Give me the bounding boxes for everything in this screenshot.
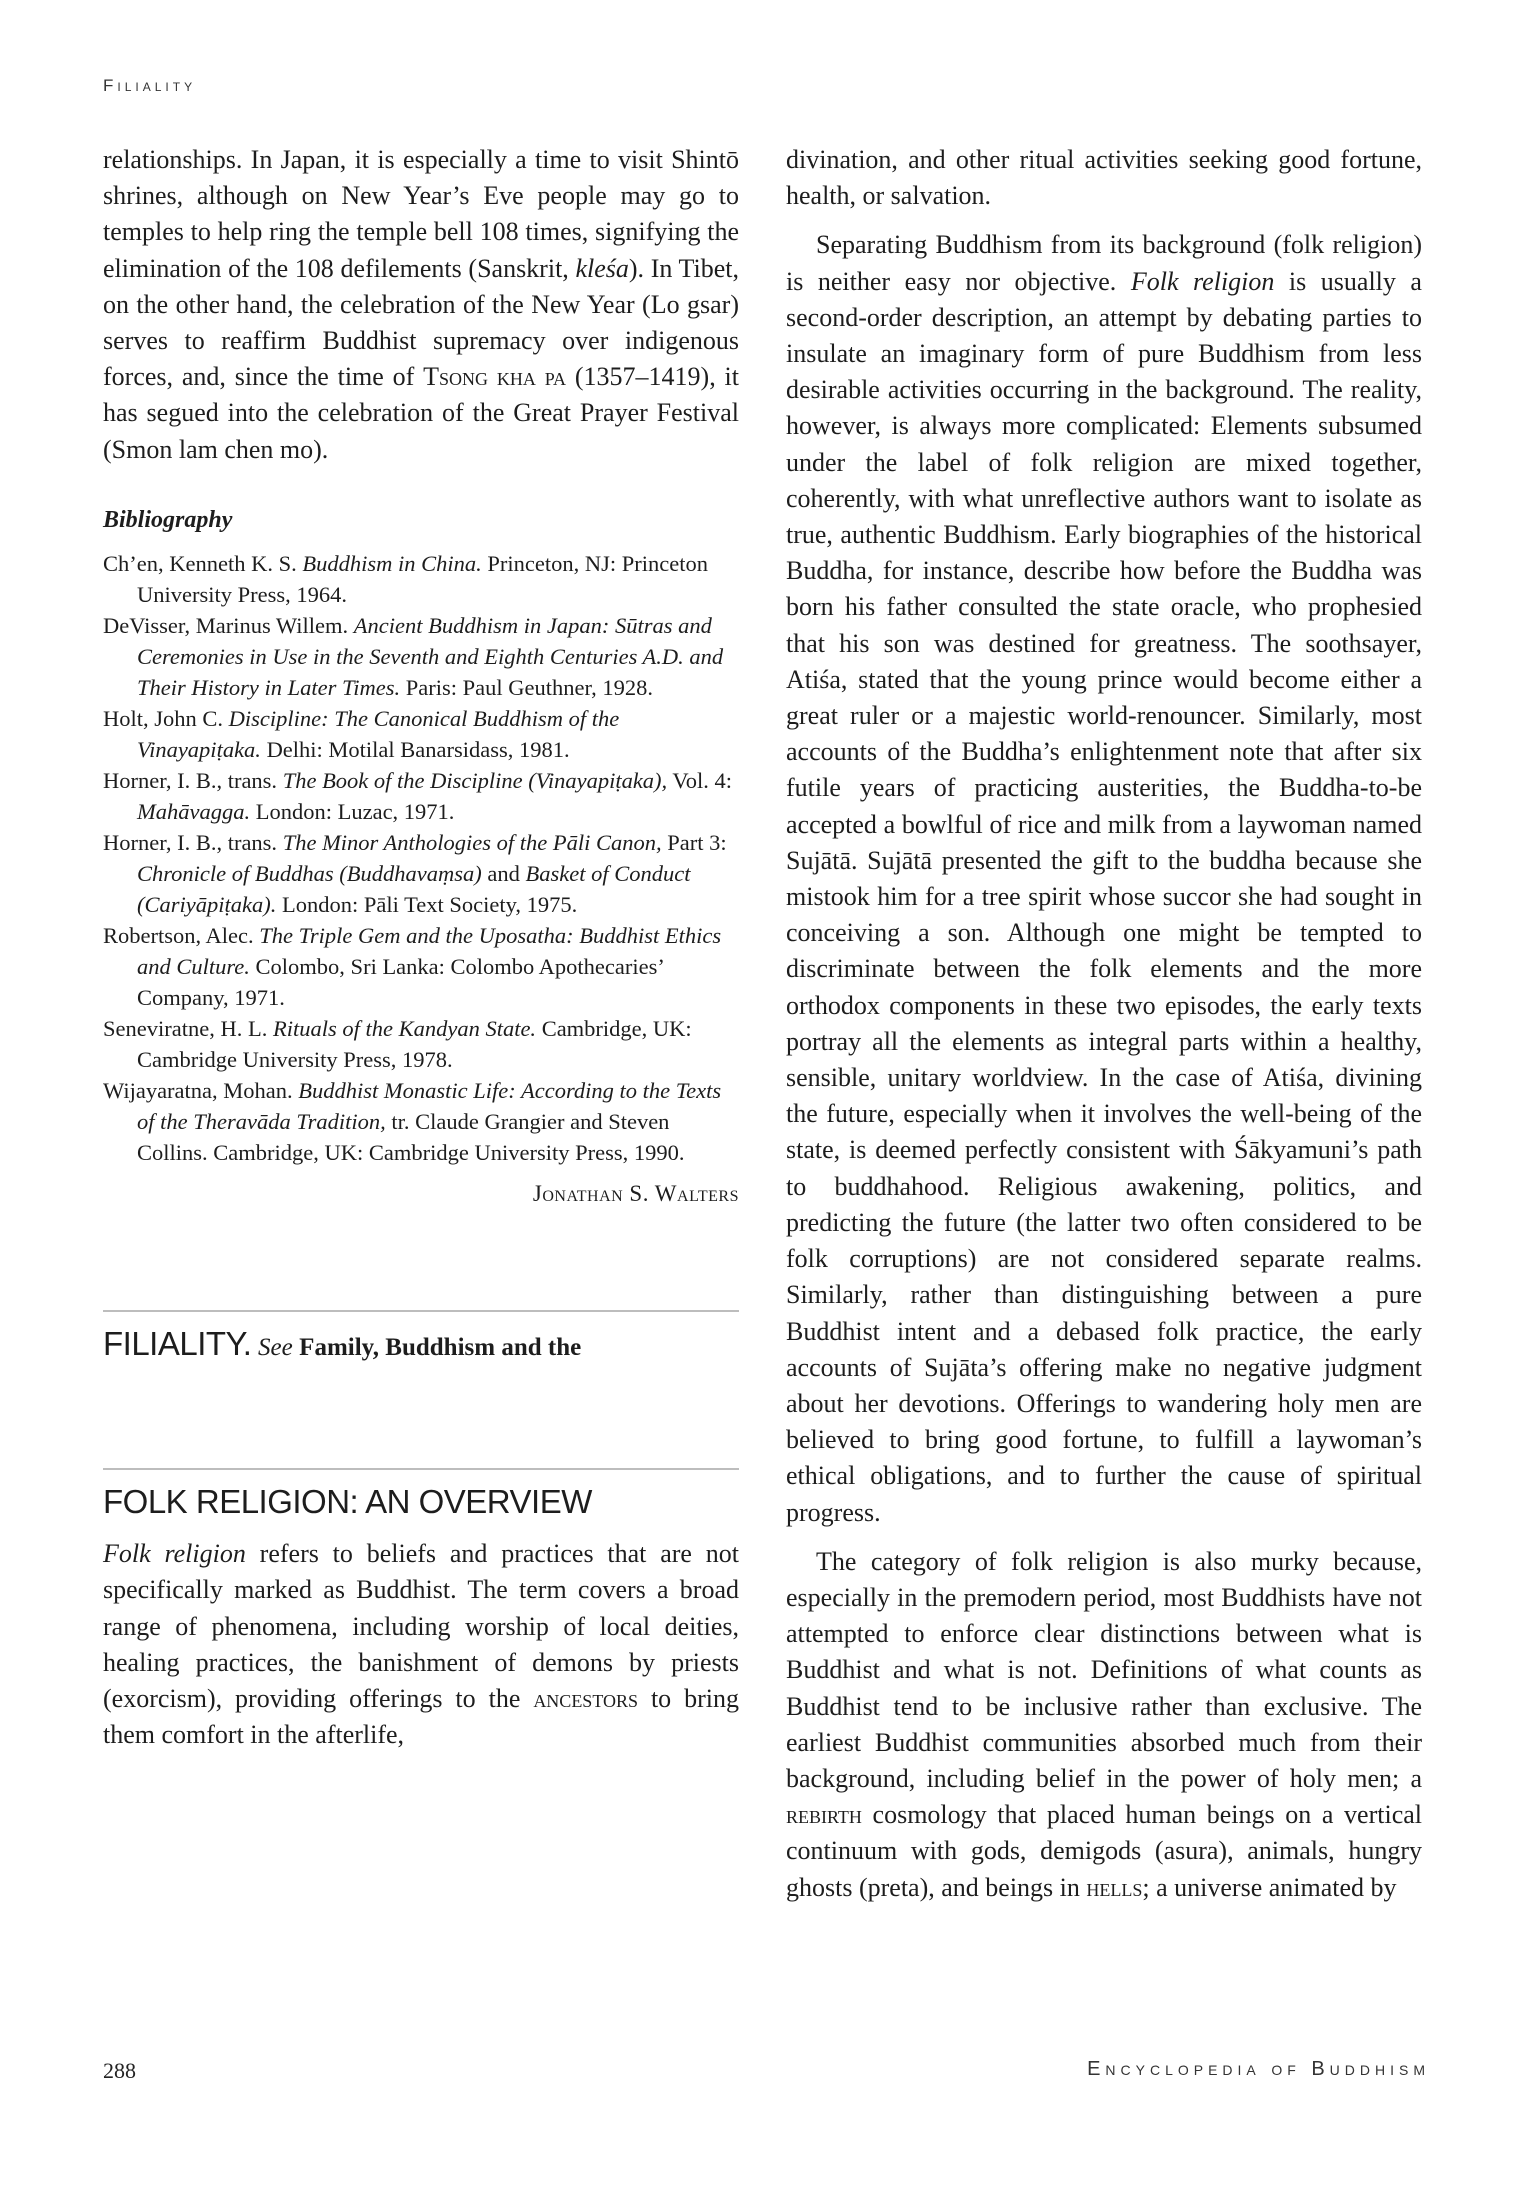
bibliography-entry: Robertson, Alec. The Triple Gem and the Uposatha: Buddhist Ethics and Culture. Colombo, Sri Lanka: Colombo Apothecaries’ Company, 1971. — [103, 923, 722, 1011]
text-run: ). In Tibet, on the other hand, the celebration of the New Year (Lo gsar) serves to reaffirm Buddhist supremacy over indigenous forces, and, since the time of — [103, 253, 739, 392]
text-run: cosmology that placed human beings on a vertical continuum with gods, demigods (asura), animals, hungry ghosts (preta), and beings in — [786, 1800, 1422, 1902]
text-run: (1357–1419), it has segued into the celebration of the Great Prayer Festival (Smon lam chen mo). — [103, 362, 740, 464]
text-run: to bring them comfort in the afterlife, — [103, 1684, 740, 1750]
running-head: Filiality — [103, 76, 197, 95]
entry-heading-folk-religion: FOLK RELIGION: AN OVERVIEW — [103, 1483, 592, 1521]
text-run: refers to beliefs and practices that are not specifically marked as Buddhist. The term covers a broad range of phenomena, including worship of local deities, healing practices, the banishment of demons by priests (exorcism), providing offerings to the — [103, 1539, 740, 1714]
article-author: Jonathan S. Walters — [532, 1181, 739, 1207]
continuation-paragraph — [103, 142, 739, 468]
bibliography-list — [103, 548, 739, 1168]
paragraph — [786, 227, 1422, 1530]
see-label: See — [257, 1334, 293, 1362]
paragraph: divination, and other ritual activities seeking good fortune, health, or salvation. — [786, 145, 1422, 211]
section-divider — [103, 1468, 739, 1470]
entry-heading-filiality: FILIALITY. — [103, 1325, 252, 1363]
text-run: is usually a second-order description, an attempt by debating parties to insulate an imaginary form of pure Buddhism from less desirable activities occurring in the background. The reality, however, is always more complicated: Elements subsumed under the label of folk religion are mixed together, coherently, with what unreflective authors want to isolate as true, authentic Buddhism. Early biographies of the historical Buddha, for instance, describe how before the Buddha was born his father consulted the state oracle, who prophesied that his son was destined for greatness. The soothsayer, Atiśa, stated that the young prince would become either a great ruler or a majestic world-renouncer. Similarly, most accounts of the Buddha’s enlightenment note that after six futile years of practicing austerities, the Buddha-to-be accepted a bowlful of rice and milk from a laywoman named Sujātā. Sujātā presented the gift to the buddha because she mistook him for a tree spirit whose succor she had sought in conceiving a son. Although one might be tempted to discriminate between the folk elements and the more orthodox components in these two episodes, the early texts portray all the elements as integral parts within a healthy, sensible, unitary worldview. In the case of Atiśa, divining the future, especially when it involves the well-being of the state, is deemed perfectly consistent with Śākyamuni’s path to buddhahood. Religious awakening, politics, and predicting the future (the latter two often considered to be folk corruptions) are not considered separate realms. Similarly, rather than distinguishing between a pure Buddhist intent and a debased folk practice, the early accounts of Sujāta’s offering make no negative judgment about her devotions. Offerings to wandering holy men are believed to bring good fortune, to fulfill a laywoman’s ethical obligations, and to further the cause of spiritual progress. — [786, 266, 1422, 1527]
bibliography-entry: Horner, I. B., trans. The Book of the Discipline (Vinayapiṭaka), Vol. 4: Mahāvagga. London: Luzac, 1971. — [103, 768, 733, 825]
text-run: ; a universe animated by — [1142, 1872, 1397, 1902]
section-divider — [103, 1310, 739, 1312]
page-number: 288 — [103, 2058, 136, 2083]
crossref-family-buddhism[interactable]: Family, Buddhism and the — [299, 1334, 582, 1362]
crossref-rebirth[interactable]: rebirth — [786, 1800, 862, 1830]
bibliography-entry: Holt, John C. Discipline: The Canonical Buddhism of the Vinayapiṭaka. Delhi: Motilal Banarsidass, 1981. — [103, 706, 620, 763]
folk-religion-intro — [103, 1536, 739, 1753]
filiality-entry — [103, 1310, 739, 1368]
filiality-crossref — [103, 1324, 739, 1368]
bibliography-entry: Seneviratne, H. L. Rituals of the Kandyan State. Cambridge, UK: Cambridge University Press, 1978. — [103, 1016, 692, 1073]
bibliography-entry: Horner, I. B., trans. The Minor Anthologies of the Pāli Canon, Part 3: Chronicle of Buddhas (Buddhavaṃsa) and Basket of Conduct (Cariyāpiṭaka). London: Pāli Text Society, 1975. — [103, 830, 727, 918]
book-title-footer: Encyclopedia of Buddhism — [1087, 2058, 1430, 2080]
term-klesa: kleśa — [575, 253, 629, 283]
bibliography-entry: Ch’en, Kenneth K. S. Buddhism in China. Princeton, NJ: Princeton University Press, 1964. — [103, 551, 708, 608]
text-run: Separating Buddhism from its background (folk religion) is neither easy nor objective. — [786, 230, 1422, 296]
folk-religion-entry — [103, 1468, 739, 1753]
text-run: relationships. In Japan, it is especially a time to visit Shintō shrines, although on New Year’s Eve people may go to temples to help ring the temple bell 108 times, signifying the elimination of the 108 defilements (Sanskrit, — [103, 145, 739, 283]
bibliography-entry: Wijayaratna, Mohan. Buddhist Monastic Life: According to the Texts of the Theravāda Tradition, tr. Claude Grangier and Steven Collins. Cambridge, UK: Cambridge University Press, 1990. — [103, 1078, 722, 1166]
term-folk-religion: Folk religion — [103, 1539, 246, 1569]
text-run: The category of folk religion is also murky because, especially in the premodern period, most Buddhists have not attempted to enforce clear distinctions between what is Buddhist and what is not. Definitions of what counts as Buddhist tend to be inclusive rather than exclusive. The earliest Buddhist communities absorbed much from their background, including belief in the power of holy men; a — [786, 1546, 1422, 1793]
crossref-ancestors[interactable]: ancestors — [533, 1684, 639, 1714]
paragraph — [786, 1544, 1422, 1906]
left-column — [103, 142, 739, 1753]
right-column — [786, 142, 1422, 1906]
term-folk-religion: Folk religion — [1130, 266, 1275, 296]
crossref-tsong-kha-pa[interactable]: Tsong kha pa — [423, 362, 567, 392]
bibliography-heading: Bibliography — [103, 506, 233, 533]
bibliography-entry: DeVisser, Marinus Willem. Ancient Buddhism in Japan: Sūtras and Ceremonies in Use in the Seventh and Eighth Centuries A.D. and Their History in Later Times. Paris: Paul Geuthner, 1928. — [103, 613, 724, 701]
crossref-hells[interactable]: hells — [1086, 1872, 1143, 1902]
